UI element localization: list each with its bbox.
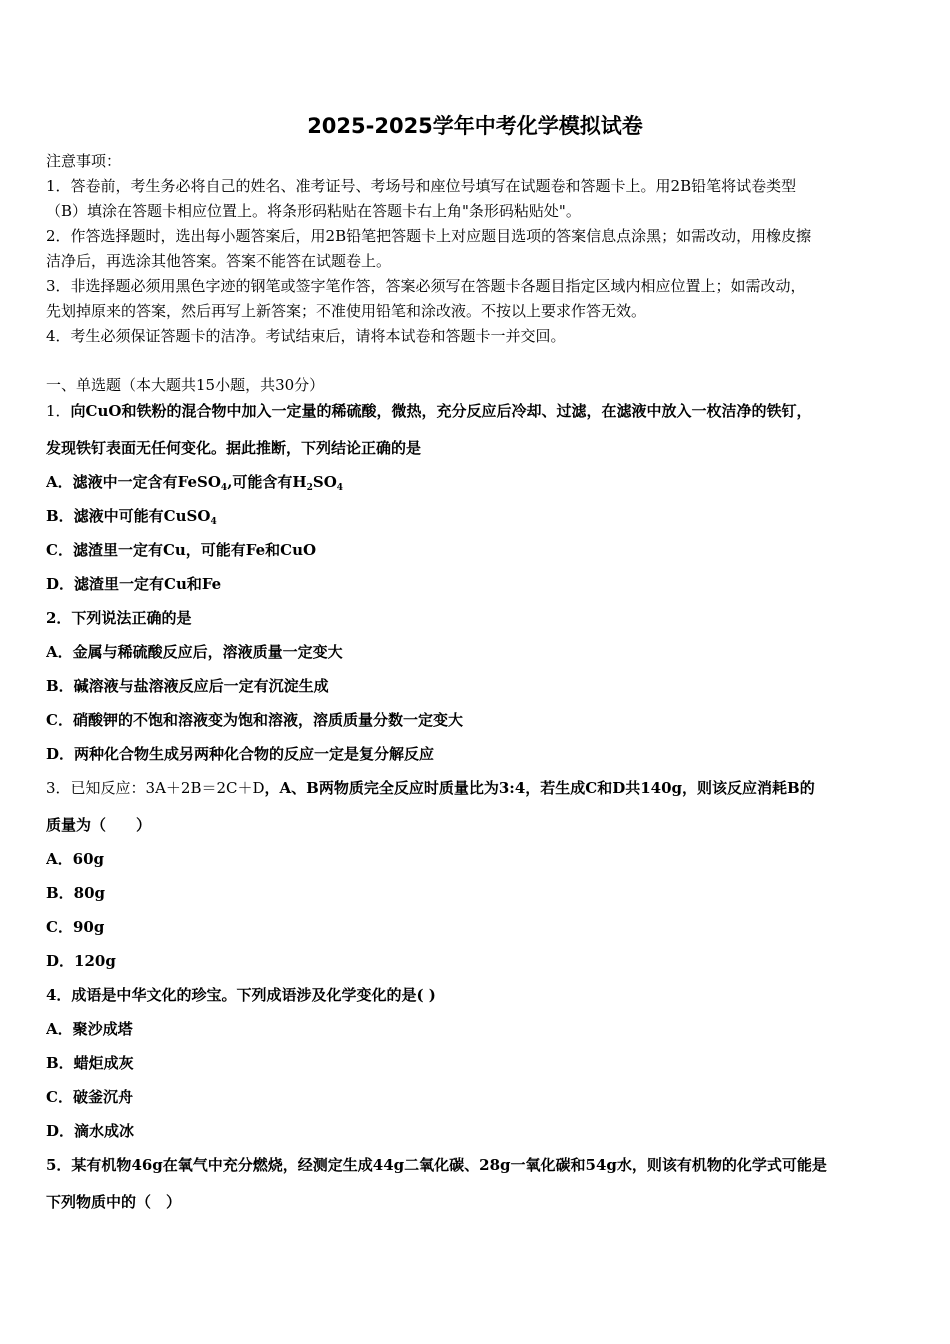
option-c: C．破釜沉舟 — [46, 1088, 133, 1106]
option-d: D．两种化合物生成另两种化合物的反应一定是复分解反应 — [46, 745, 435, 763]
question-1-cont: 发现铁钉表面无任何变化。据此推断，下列结论正确的是 — [46, 439, 422, 457]
option-d: D．120g — [46, 952, 116, 970]
option-d: D．滤渣里一定有Cu和Fe — [46, 575, 222, 593]
notice-line: 先划掉原来的答案，然后再写上新答案；不准使用铅笔和涂改液。不按以上要求作答无效。 — [46, 302, 647, 320]
notice-line: 2．作答选择题时，选出每小题答案后，用2B铅笔把答题卡上对应题目选项的答案信息点涂黑；如需改动，用橡皮擦 — [46, 227, 812, 245]
question-3: 3．已知反应：3A＋2B＝2C＋D，A、B两物质完全反应时质量比为3:4，若生成C和D共140g，则该反应消耗B的 — [46, 779, 815, 797]
notice-heading: 注意事项： — [46, 152, 122, 170]
option-a: A．滤液中一定含有FeSO$_4$,可能含有$H_2SO_4$ — [46, 473, 344, 493]
section-heading: 一、单选题（本大题共15小题，共30分） — [46, 376, 325, 394]
question-number: 1． — [46, 402, 71, 420]
notice-line: 3．非选择题必须用黑色字迹的钢笔或签字笔作答，答案必须写在答题卡各题目指定区域内相应位置上；如需改动， — [46, 277, 806, 295]
option-b: B．碱溶液与盐溶液反应后一定有沉淀生成 — [46, 677, 329, 695]
notice-line: 洁净后，再选涂其他答案。答案不能答在试题卷上。 — [46, 252, 392, 270]
question-3-cont: 质量为（ ） — [46, 816, 152, 834]
option-b: B．滤液中可能有CuSO$_4$ — [46, 507, 217, 527]
option-c: C．硝酸钾的不饱和溶液变为饱和溶液，溶质质量分数一定变大 — [46, 711, 463, 729]
question-text: 向CuO和铁粉的混合物中加入一定量的稀硫酸，微热，充分反应后冷却、过滤，在滤液中放入一枚洁净的铁钉， — [70, 402, 812, 420]
option-a: A．金属与稀硫酸反应后，溶液质量一定变大 — [46, 643, 343, 661]
option-c: C．90g — [46, 918, 105, 936]
option-d: D．滴水成冰 — [46, 1122, 135, 1140]
question-5: 5．某有机物46g在氧气中充分燃烧，经测定生成44g二氧化碳、28g一氧化碳和54g水，则该有机物的化学式可能是 — [46, 1156, 827, 1174]
page-title: 2025-2025学年中考化学模拟试卷 — [307, 114, 643, 138]
option-c: C．滤渣里一定有Cu，可能有Fe和CuO — [46, 541, 317, 559]
option-b: B．蜡炬成灰 — [46, 1054, 134, 1072]
question-2: 2．下列说法正确的是 — [46, 609, 192, 627]
question-1 — [46, 400, 906, 422]
equation: 3A＋2B＝2C＋D — [145, 779, 265, 797]
question-5-cont: 下列物质中的（ ） — [46, 1193, 182, 1211]
notice-line: 1．答卷前，考生务必将自己的姓名、准考证号、考场号和座位号填写在试题卷和答题卡上。用2B铅笔将试卷类型 — [46, 177, 797, 195]
option-b: B．80g — [46, 884, 106, 902]
option-a: A．60g — [46, 850, 105, 868]
notice-line: （B）填涂在答题卡相应位置上。将条形码粘贴在答题卡右上角"条形码粘贴处"。 — [46, 202, 581, 220]
option-a: A．聚沙成塔 — [46, 1020, 133, 1038]
question-4: 4．成语是中华文化的珍宝。下列成语涉及化学变化的是( ) — [46, 986, 436, 1004]
notice-line: 4．考生必须保证答题卡的洁净。考试结束后，请将本试卷和答题卡一并交回。 — [46, 327, 566, 345]
